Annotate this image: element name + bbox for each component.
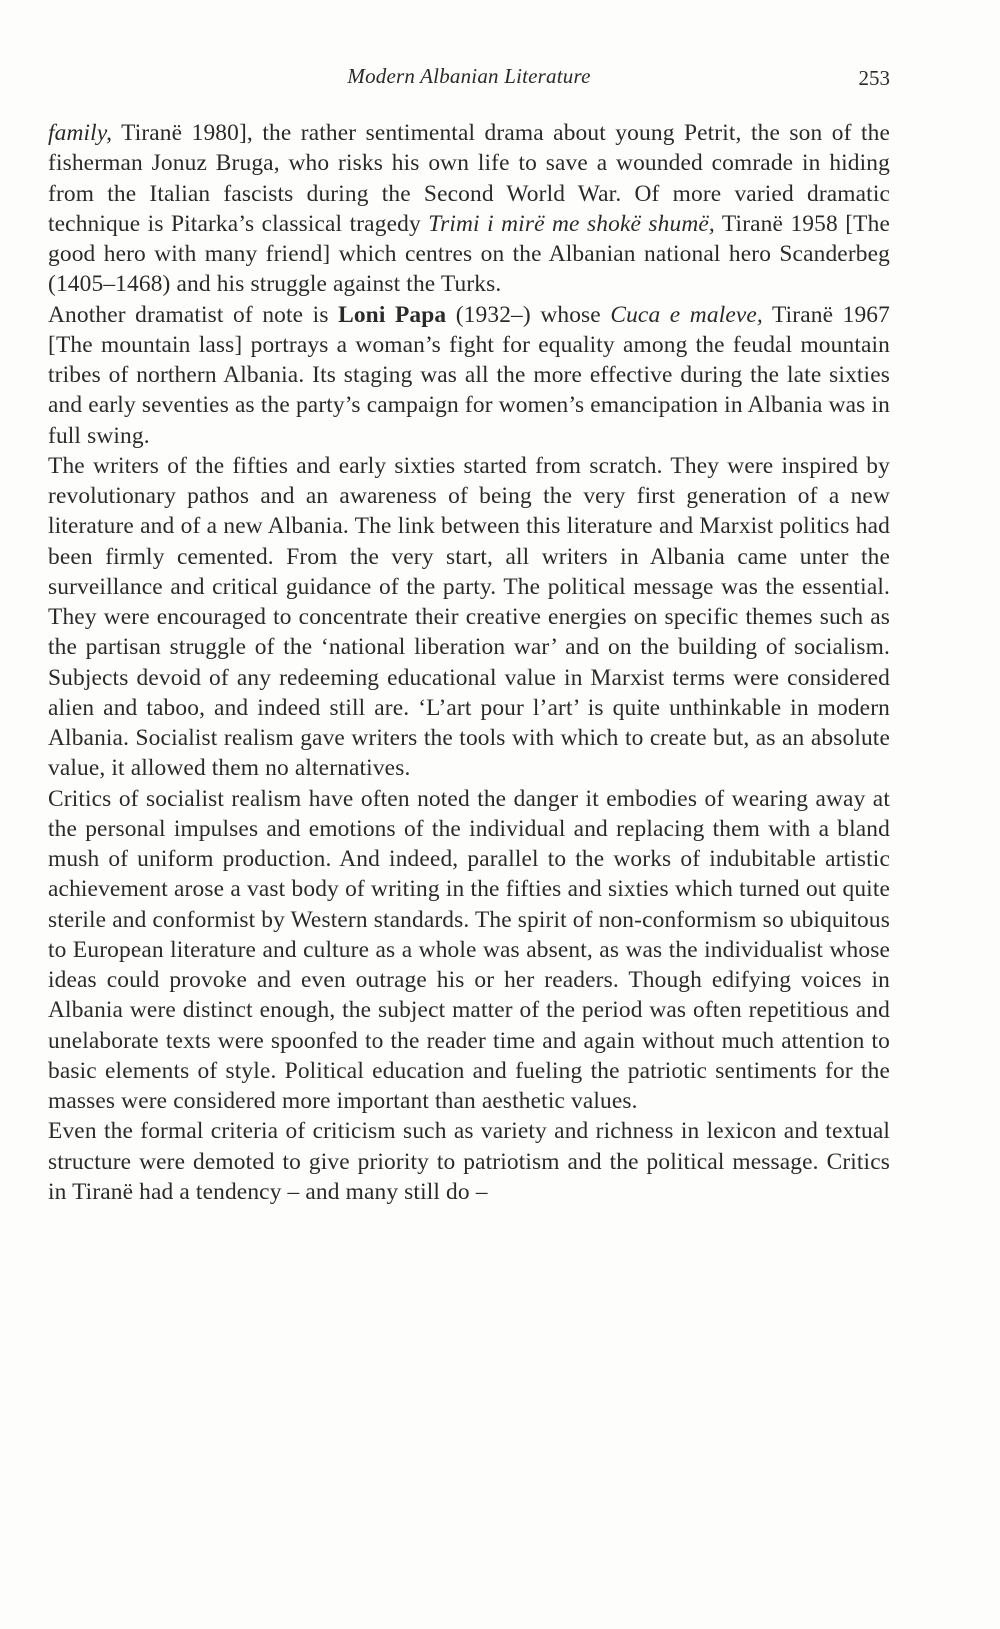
running-title: Modern Albanian Literature	[347, 64, 591, 88]
paragraph	[48, 451, 890, 784]
page-number: 253	[858, 66, 890, 90]
paragraph	[48, 1116, 890, 1207]
text-segment: Tiranë 1958 [The good hero with many friend] which centres on the Albanian national hero Scanderbeg (1405–1468) and his struggle against the Turks.	[48, 210, 890, 298]
body-text	[48, 118, 890, 1207]
text-segment: The writers of the fifties and early sixties started from scratch. They were inspired by revolutionary pathos and an awareness of being the very first generation of a new literature and of a new Albania. The link between this literature and Marxist politics had been firmly cemented. From the very start, all writers in Albania came unter the surveillance and critical guidance of the party. The political message was the essential. They were encouraged to concentrate their creative energies on specific themes such as the partisan struggle of the ‘national liberation war’ and on the building of socialism. Subjects devoid of any redeeming educational value in Marxist terms were considered alien and taboo, and indeed still are. ‘L’art pour l’art’ is quite unthinkable in modern Albania. Socialist realism gave writers the tools with which to create but, as an absolute value, it allowed them no alternatives.	[48, 452, 890, 782]
paragraph	[48, 784, 890, 1117]
text-segment: Critics of socialist realism have often noted the danger it embodies of wearing away at the personal impulses and emotions of the individual and replacing them with a bland mush of uniform production. And indeed, parallel to the works of indubitable artistic achievement arose a vast body of writing in the fifties and sixties which turned out quite sterile and conformist by Western standards. The spirit of non-conformism so ubiquitous to European literature and culture as a whole was absent, as was the individualist whose ideas could provoke and even outrage his or her readers. Though edifying voices in Albania were distinct enough, the subject matter of the period was often repetitious and unelaborate texts were spoonfed to the reader time and again without much attention to basic elements of style. Political education and fueling the patriotic sentiments for the masses were considered more important than aesthetic values.	[48, 785, 890, 1114]
text-segment: (1932–) whose	[446, 301, 611, 328]
text-segment: Tiranë 1967 [The mountain lass] portrays a woman’s fight for equality among the feudal mountain tribes of northern Albania. Its staging was all the more effective during the late sixties and early seventies as the party’s campaign for women’s emancipation in Albania was in full swing.	[48, 301, 890, 449]
text-segment: Trimi i mirë me shokë shumë,	[428, 210, 715, 237]
text-segment: Even the formal criteria of criticism such as variety and richness in lexicon and textual structure were demoted to give priority to patriotism and the political message. Critics in Tiranë had a tendency – and many still do –	[48, 1118, 890, 1205]
running-head	[48, 58, 890, 98]
paragraph	[48, 118, 890, 300]
text-segment: Another dramatist of note is	[48, 301, 339, 328]
paragraph	[48, 300, 890, 451]
text-segment: Tiranë 1980], the rather sentimental drama about young Petrit, the son of the fisherman Jonuz Bruga, who risks his own life to save a wounded comrade in hiding from the Italian fascists during the Second World War. Of more varied dramatic technique is Pitarka’s classical tragedy	[48, 120, 890, 237]
text-segment: Cuca e maleve,	[610, 301, 763, 328]
author-name: Loni Papa	[338, 301, 447, 328]
text-segment: family,	[48, 120, 113, 146]
